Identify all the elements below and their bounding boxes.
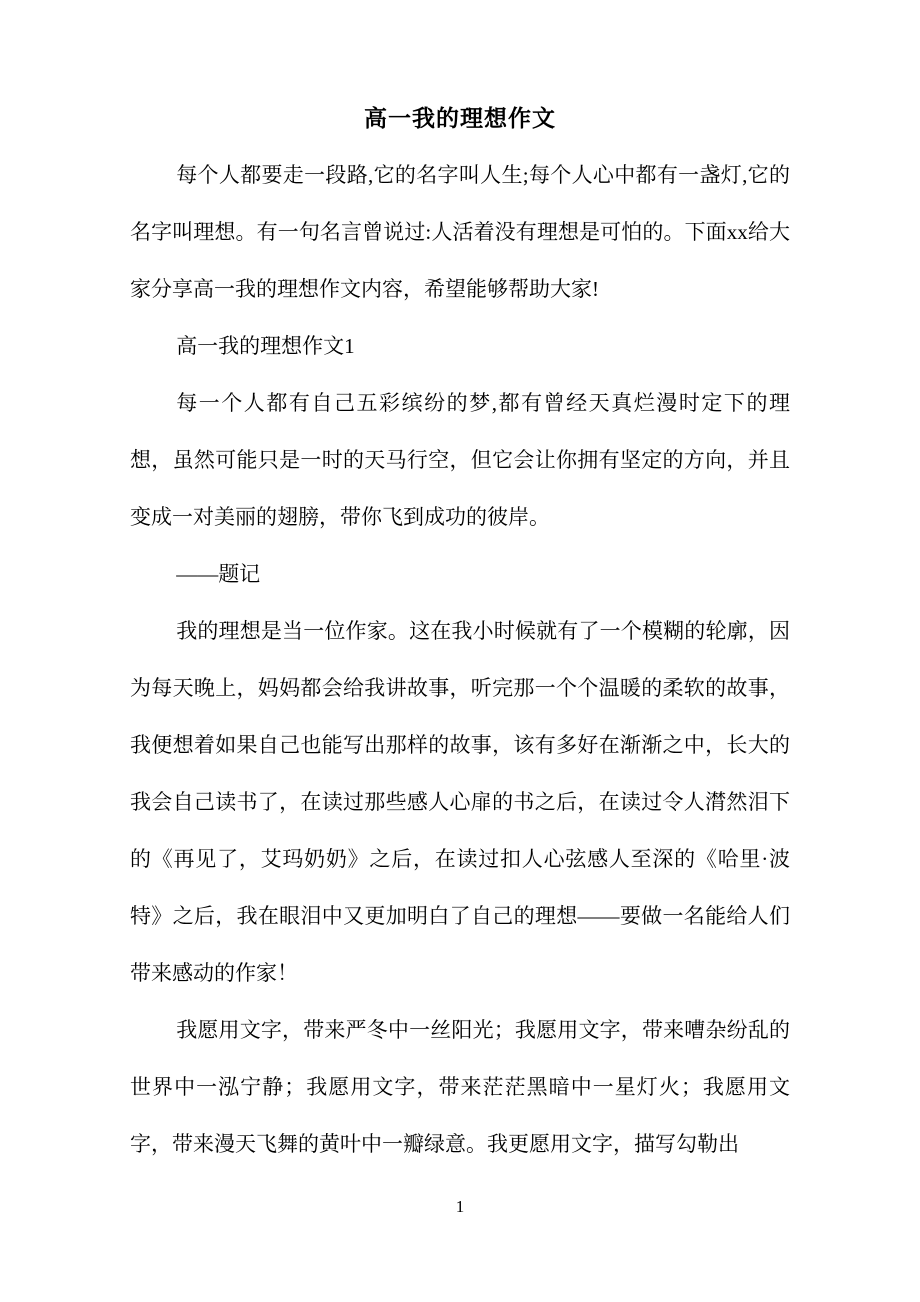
essay-epigraph-paragraph: 每一个人都有自己五彩缤纷的梦,都有曾经天真烂漫时定下的理想，虽然可能只是一时的天马行空，但它会让你拥有坚定的方向，并且变成一对美丽的翅膀，带你飞到成功的彼岸。: [130, 391, 790, 529]
section-heading: 高一我的理想作文1: [176, 334, 355, 358]
page-number: 1: [455, 1197, 465, 1216]
essay-closing-paragraph: 我愿用文字，带来严冬中一丝阳光；我愿用文字，带来嘈杂纷乱的世界中一泓宁静；我愿用文字，带来茫茫黑暗中一星灯火；我愿用文字，带来漫天飞舞的黄叶中一瓣绿意。我更愿用文字，描写勾勒出: [130, 1018, 790, 1156]
page-title: 高一我的理想作文: [364, 106, 556, 131]
epigraph-label: ——题记: [176, 562, 261, 586]
essay-body-paragraph: 我的理想是当一位作家。这在我小时候就有了一个模糊的轮廓，因为每天晚上，妈妈都会给我讲故事，听完那一个个温暖的柔软的故事，我便想着如果自己也能写出那样的故事，该有多好在渐渐之中，长大的我会自己读书了，在读过那些感人心扉的书之后，在读过令人潸然泪下的《再见了，艾玛奶奶》之后，在读过扣人心弦感人至深的《哈里·波特》之后，我在眼泪中又更加明白了自己的理想——要做一名能给人们带来感动的作家！: [130, 619, 790, 985]
essay-intro-paragraph: 每个人都要走一段路,它的名字叫人生;每个人心中都有一盏灯,它的名字叫理想。有一句名言曾说过:人活着没有理想是可怕的。下面xx给大家分享高一我的理想作文内容，希望能够帮助大家!: [130, 163, 790, 301]
